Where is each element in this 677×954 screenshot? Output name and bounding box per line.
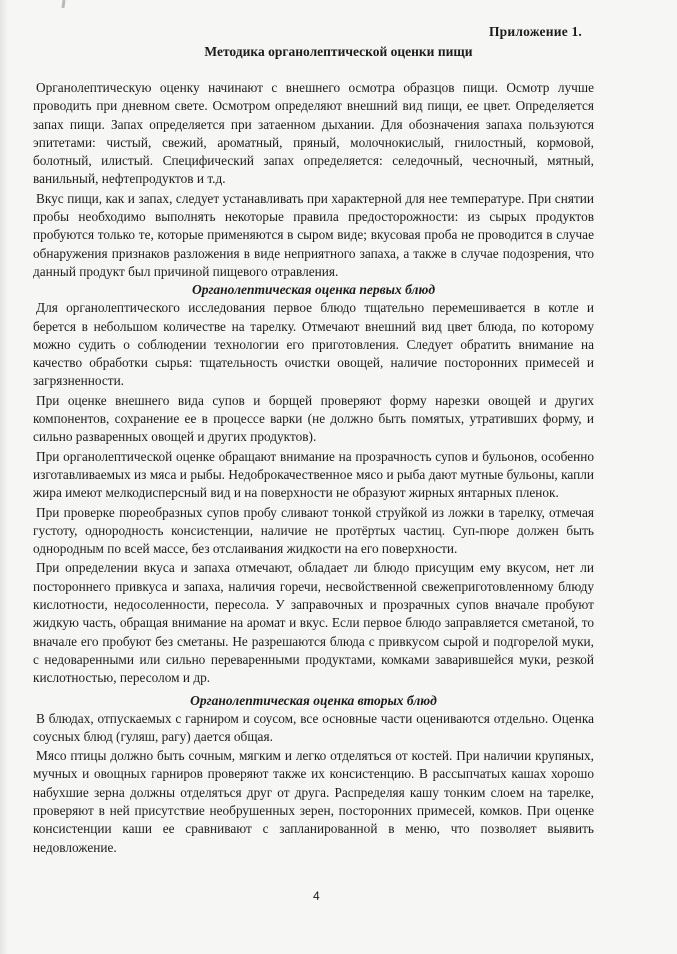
first-courses-paragraph-2: При оценке внешнего вида супов и борщей проверяют форму нарезки овощей и других компонентов, сохранение ее в процессе варки (не должно быть помятых, утративших форму, и сильно разваренных овощей и других продуктов). <box>33 392 594 445</box>
section-heading-second-courses: Органолептическая оценка вторых блюд <box>190 692 437 708</box>
document-body <box>33 79 594 857</box>
scan-edge-shadow <box>0 0 8 954</box>
intro-paragraph-2: Вкус пищи, как и запах, следует устанавливать при характерной для нее температуре. При снятии пробы необходимо выполнять некоторые правила предосторожности: из сырых продуктов пробуются только те, которые применяются в сыром виде; вкусовая проба не проводится в случае обнаружения признаков разложения в виде неприятного запаха, а также в случае подозрения, что данный продукт был причиной пищевого отравления. <box>33 190 594 279</box>
page-number: 4 <box>313 889 320 903</box>
first-courses-paragraph-5: При определении вкуса и запаха отмечают, обладает ли блюдо присущим ему вкусом, нет ли постороннего привкуса и запаха, наличия горечи, несвойственной свежеприготовленному блюду кислотности, недосоленности, пересола. У заправочных и прозрачных супов вначале пробуют жидкую часть, обращая внимание на аромат и вкус. Если первое блюдо заправляется сметаной, то вначале его пробуют без сметаны. Не разрешаются блюда с привкусом сырой и подгорелой муки, с недоваренными или сильно переваренными продуктами, комками заварившейся муки, резкой кислотностью, пересолом и др. <box>33 560 594 686</box>
scan-mark <box>61 0 65 8</box>
document-title: Методика органолептической оценки пищи <box>204 44 473 59</box>
second-courses-paragraph-1: В блюдах, отпускаемых с гарниром и соусом, все основные части оцениваются отдельно. Оценка соусных блюд (гуляш, рагу) дается общая. <box>33 710 594 744</box>
first-courses-paragraph-1: Для органолептического исследования первое блюдо тщательно перемешивается в котле и берется в небольшом количестве на тарелку. Отмечают внешний вид цвет блюда, по которому можно судить о соблюдении технологии его приготовления. Следует обратить внимание на качество обработки сырья: тщательность очистки овощей, наличие посторонних примесей и загрязненности. <box>33 300 594 389</box>
intro-paragraph-1: Органолептическую оценку начинают с внешнего осмотра образцов пищи. Осмотр лучше проводить при дневном свете. Осмотром определяют внешний вид пищи, ее цвет. Определяется запах пищи. Запах определяется при затаенном дыхании. Для обозначения запаха пользуются эпитетами: чистый, свежий, ароматный, пряный, молочнокислый, гнилостный, кормовой, болотный, илистый. Специфический запах определяется: селедочный, чесночный, мятный, ванильный, нефтепродуктов и т.д. <box>33 80 594 187</box>
first-courses-paragraph-4: При проверке пюреобразных супов пробу сливают тонкой струйкой из ложки в тарелку, отмечая густоту, однородность консистенции, наличие не протёртых частиц. Суп-пюре должен быть однородным по всей массе, без отслаивания жидкости на его поверхности. <box>33 504 594 557</box>
section-heading-first-courses: Органолептическая оценка первых блюд <box>191 282 436 298</box>
second-courses-paragraph-2: Мясо птицы должно быть сочным, мягким и легко отделяться от костей. При наличии крупяных, мучных и овощных гарниров проверяют также их консистенцию. В рассыпчатых кашах хорошо набухшие зерна должны отделяться друг от друга. Распределяя кашу тонким слоем на тарелке, проверяют в ней присутствие необрушенных зерен, посторонних примесей, комков. При оценке консистенции каши ее сравнивают с запланированной в меню, что позволяет выявить недовложение. <box>33 748 594 855</box>
first-courses-paragraph-3: При органолептической оценке обращают внимание на прозрачность супов и бульонов, особенно изготавливаемых из мяса и рыбы. Недоброкачественное мясо и рыба дают мутные бульоны, капли жира имеют мелкодисперсный вид и на поверхности не образуют жирных янтарных пленок. <box>33 448 594 501</box>
appendix-label: Приложение 1. <box>488 24 582 39</box>
